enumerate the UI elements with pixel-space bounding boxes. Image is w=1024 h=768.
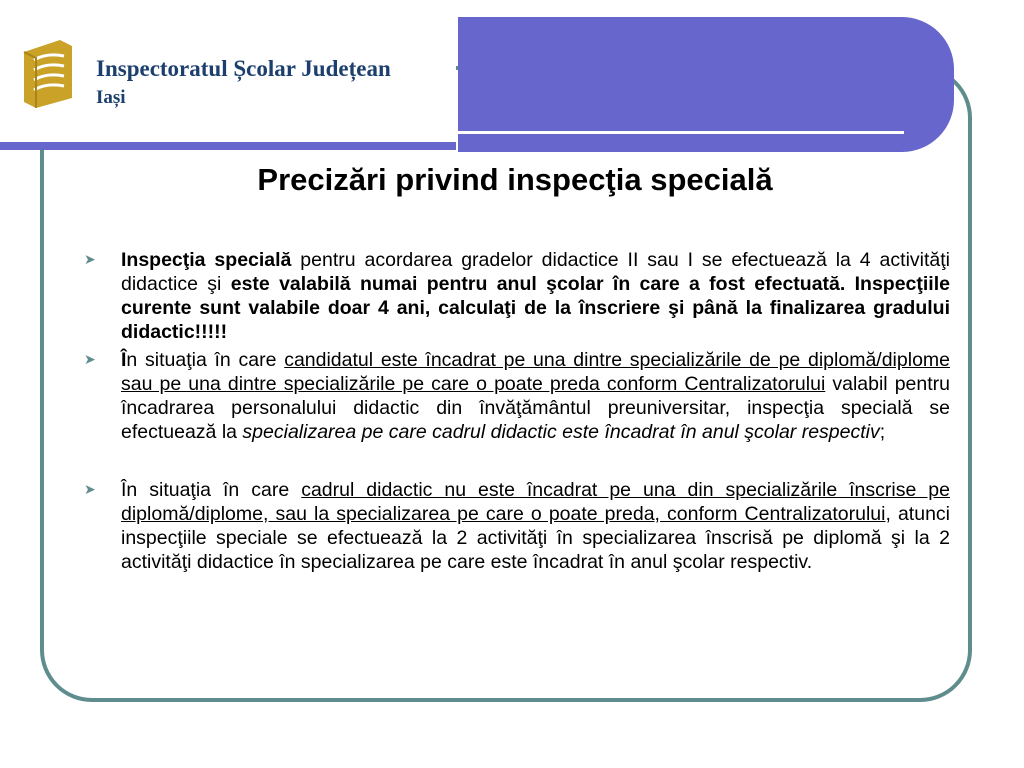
bullet-text-part: candidatul este încadrat pe una dintre specializările de pe diplomă/diplome sau pe una dintre specializările pe care o poate preda conform Centralizatorului (121, 349, 950, 395)
bullet-text-part: Î (121, 349, 127, 371)
bullet-text (121, 478, 950, 574)
bullet-text-part: ; (879, 421, 886, 443)
bullet-text-part: specializarea pe care cadrul didactic este încadrat în anul şcolar respectiv (242, 421, 880, 443)
bullet-text-part: Inspecţia specială (121, 249, 292, 271)
bullet-text-part: cadrul didactic nu este încadrat pe una din specializările înscrise pe diplomă/diplome, sau la specializarea pe care o poate preda, conform Centralizatorului (121, 479, 950, 525)
organization-city: Iași (96, 87, 126, 108)
bullet-list (84, 248, 950, 574)
chevron-right-icon: ➤ (84, 481, 96, 497)
slide-title: Precizări privind inspecţia specială (257, 162, 773, 197)
bullet-item-3 (84, 478, 950, 574)
chevron-right-icon: ➤ (84, 251, 96, 267)
bullet-text-part: este valabilă numai pentru anul şcolar în care a fost efectuată. Inspecţiile curente sunt valabile doar 4 ani, calculaţi de la înscriere şi până la finalizarea gradului didactic!!!!! (121, 273, 950, 343)
bullet-item-1 (84, 248, 950, 344)
school-inspectorate-logo-icon (20, 38, 76, 110)
bullet-text-part: , atunci inspecţiile speciale se efectuează la 2 activităţi în specializarea înscrisă pe diplomă şi la 2 activităţi didactice în specializarea pe care este încadrat în anul şcolar respectiv. (121, 503, 950, 573)
bullet-text (121, 348, 950, 444)
band-rule (458, 131, 904, 134)
bullet-text-part: valabil pentru încadrarea personalului didactic din învăţământul preuniversitar, inspecţia specială se efectuează la (121, 373, 950, 443)
bullet-text (121, 248, 950, 344)
bullet-text-part: În situaţia în care (121, 479, 302, 501)
chevron-right-icon: ➤ (84, 351, 96, 367)
organization-name: Inspectoratul Școlar Județean (96, 56, 391, 81)
bullet-item-2 (84, 348, 950, 444)
bullet-text-part: pentru acordarea gradelor didactice II sau I se efectuează la 4 activităţi didactice şi (121, 249, 950, 295)
header-underline (0, 142, 456, 150)
bullet-text-part: n situaţia în care (126, 349, 285, 371)
